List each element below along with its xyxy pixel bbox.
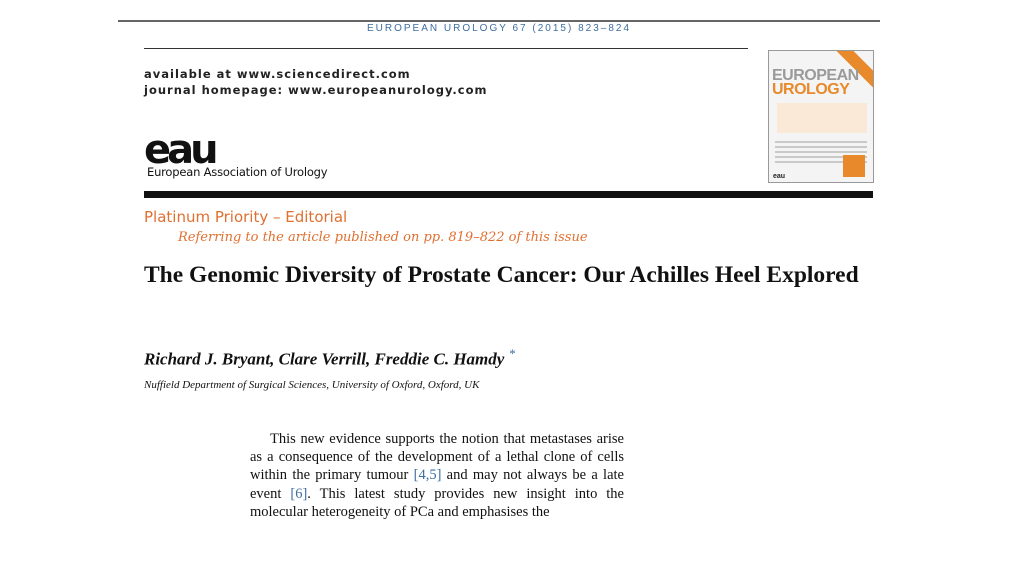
cover-figure (777, 103, 867, 133)
journal-reference: EUROPEAN UROLOGY 67 (2015) 823–824 (366, 23, 632, 34)
citation-link-4-5[interactable]: [4,5] (413, 467, 442, 484)
journal-homepage-link[interactable]: journal homepage: www.europeanurology.com (144, 83, 488, 97)
body-paragraph (250, 430, 624, 521)
eau-logo-icon (144, 130, 228, 166)
cover-title-line2: UROLOGY (772, 81, 850, 98)
body-text (250, 430, 624, 521)
body-text-part1: This new evidence supports the notion that metastases arise as a consequence of the development of a lethal clone of cells within the primary tumour (250, 431, 624, 484)
article-title: The Genomic Diversity of Prostate Cancer: Our Achilles Heel Explored (144, 262, 859, 288)
eau-logo-mark: eau (144, 130, 215, 166)
section-label: Platinum Priority – Editorial (144, 208, 348, 226)
body-text-part2: and may not always be a late event (250, 467, 624, 502)
affiliation: Nuffield Department of Surgical Sciences, University of Oxford, Oxford, UK (144, 379, 480, 391)
cover-badge (843, 155, 865, 177)
corresponding-author-mark[interactable]: * (508, 346, 516, 361)
authors-text: Richard J. Bryant, Clare Verrill, Freddie C. Hamdy (144, 349, 505, 369)
citation-link-6[interactable]: [6] (290, 485, 308, 502)
cover-logo: eau (773, 173, 786, 180)
cover-title (772, 69, 859, 97)
referring-note[interactable]: Referring to the article published on pp. 819–822 of this issue (178, 230, 588, 245)
journal-links (144, 66, 487, 98)
cover-title-line1: EUROPEAN (772, 67, 859, 84)
author-list (144, 346, 515, 370)
eau-name: European Association of Urology (147, 165, 328, 179)
sciencedirect-link[interactable]: available at www.sciencedirect.com (144, 67, 411, 81)
body-text-part3: . This latest study provides new insight into the molecular heterogeneity of PCa and emphasises the (250, 485, 624, 520)
journal-cover-image[interactable] (768, 50, 874, 183)
thick-divider (144, 191, 873, 198)
top-rule (118, 20, 880, 22)
header-divider (144, 48, 748, 49)
